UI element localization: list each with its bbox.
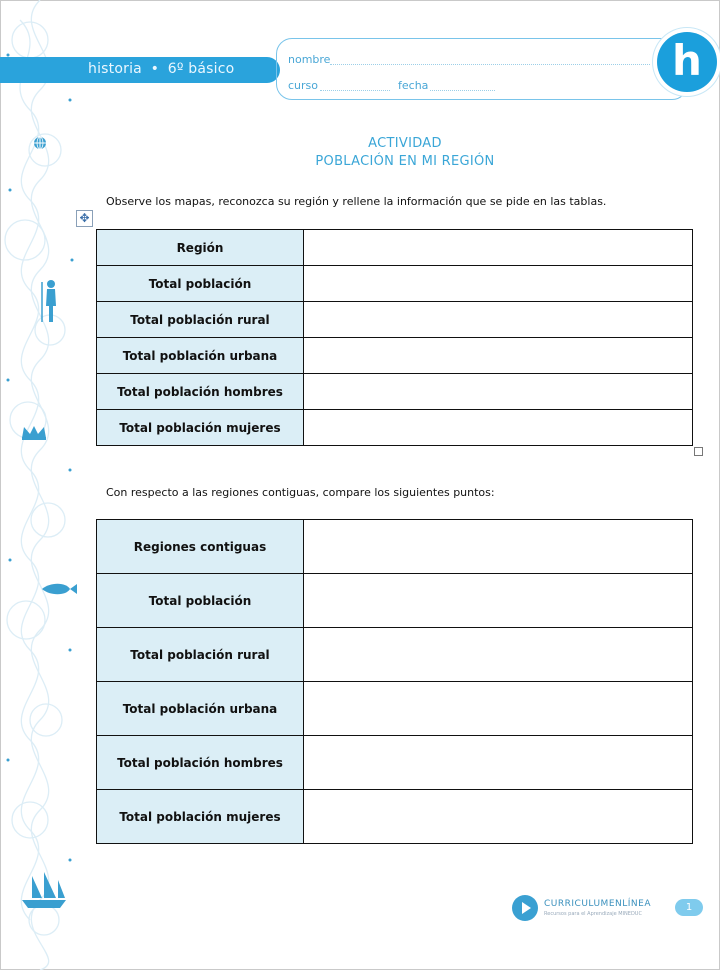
region-population-table <box>96 229 693 446</box>
date-field[interactable] <box>430 90 495 91</box>
warrior-figure-icon <box>38 278 64 324</box>
table-row <box>97 302 693 338</box>
instruction-2: Con respecto a las regiones contiguas, compare los siguientes puntos: <box>106 486 495 499</box>
answer-cell[interactable] <box>304 338 693 374</box>
row-label: Región <box>97 230 304 266</box>
table-resize-handle[interactable] <box>694 447 703 456</box>
name-field[interactable] <box>330 64 650 65</box>
globe-icon <box>33 136 47 150</box>
answer-cell[interactable] <box>304 302 693 338</box>
course-label: curso <box>288 79 319 92</box>
row-label: Regiones contiguas <box>97 520 304 574</box>
instruction-1: Observe los mapas, reconozca su región y rellene la información que se pide en las tablas. <box>106 195 607 208</box>
table-row <box>97 374 693 410</box>
subject-header <box>88 61 234 77</box>
answer-cell[interactable] <box>304 374 693 410</box>
page-number-badge: 1 <box>675 899 703 916</box>
fish-icon <box>40 582 78 596</box>
table-row <box>97 790 693 844</box>
row-label: Total población mujeres <box>97 410 304 446</box>
row-label: Total población rural <box>97 302 304 338</box>
subject-label: historia <box>88 61 142 77</box>
table-row <box>97 736 693 790</box>
play-icon <box>522 902 531 914</box>
answer-cell[interactable] <box>304 410 693 446</box>
ship-icon <box>18 870 70 910</box>
table-row <box>97 520 693 574</box>
answer-cell[interactable] <box>304 736 693 790</box>
footer-tagline: Recursos para el Aprendizaje MINEDUC <box>544 911 642 917</box>
row-label: Total población urbana <box>97 682 304 736</box>
activity-title: POBLACIÓN EN MI REGIÓN <box>315 154 495 169</box>
answer-cell[interactable] <box>304 628 693 682</box>
answer-cell[interactable] <box>304 790 693 844</box>
answer-cell[interactable] <box>304 520 693 574</box>
row-label: Total población <box>97 266 304 302</box>
row-label: Total población hombres <box>97 736 304 790</box>
answer-cell[interactable] <box>304 266 693 302</box>
row-label: Total población hombres <box>97 374 304 410</box>
h-logo-icon: h <box>657 32 717 92</box>
table-row <box>97 410 693 446</box>
answer-cell[interactable] <box>304 574 693 628</box>
row-label: Total población mujeres <box>97 790 304 844</box>
table-row <box>97 682 693 736</box>
table-row <box>97 266 693 302</box>
answer-cell[interactable] <box>304 682 693 736</box>
answer-cell[interactable] <box>304 230 693 266</box>
table-row <box>97 628 693 682</box>
row-label: Total población <box>97 574 304 628</box>
activity-label: ACTIVIDAD <box>368 136 442 151</box>
table-move-handle-icon[interactable]: ✥ <box>76 210 93 227</box>
name-label: nombre <box>288 53 331 66</box>
table-row <box>97 338 693 374</box>
contiguous-regions-table <box>96 519 693 844</box>
row-label: Total población rural <box>97 628 304 682</box>
row-label: Total población urbana <box>97 338 304 374</box>
crown-icon <box>20 424 48 440</box>
footer-brand: CURRICULUMENLÍNEA <box>544 899 651 909</box>
course-field[interactable] <box>320 90 390 91</box>
table-row <box>97 230 693 266</box>
table-row <box>97 574 693 628</box>
date-label: fecha <box>398 79 429 92</box>
grade-label: 6º básico <box>167 61 235 77</box>
header-bullet: • <box>150 61 160 77</box>
